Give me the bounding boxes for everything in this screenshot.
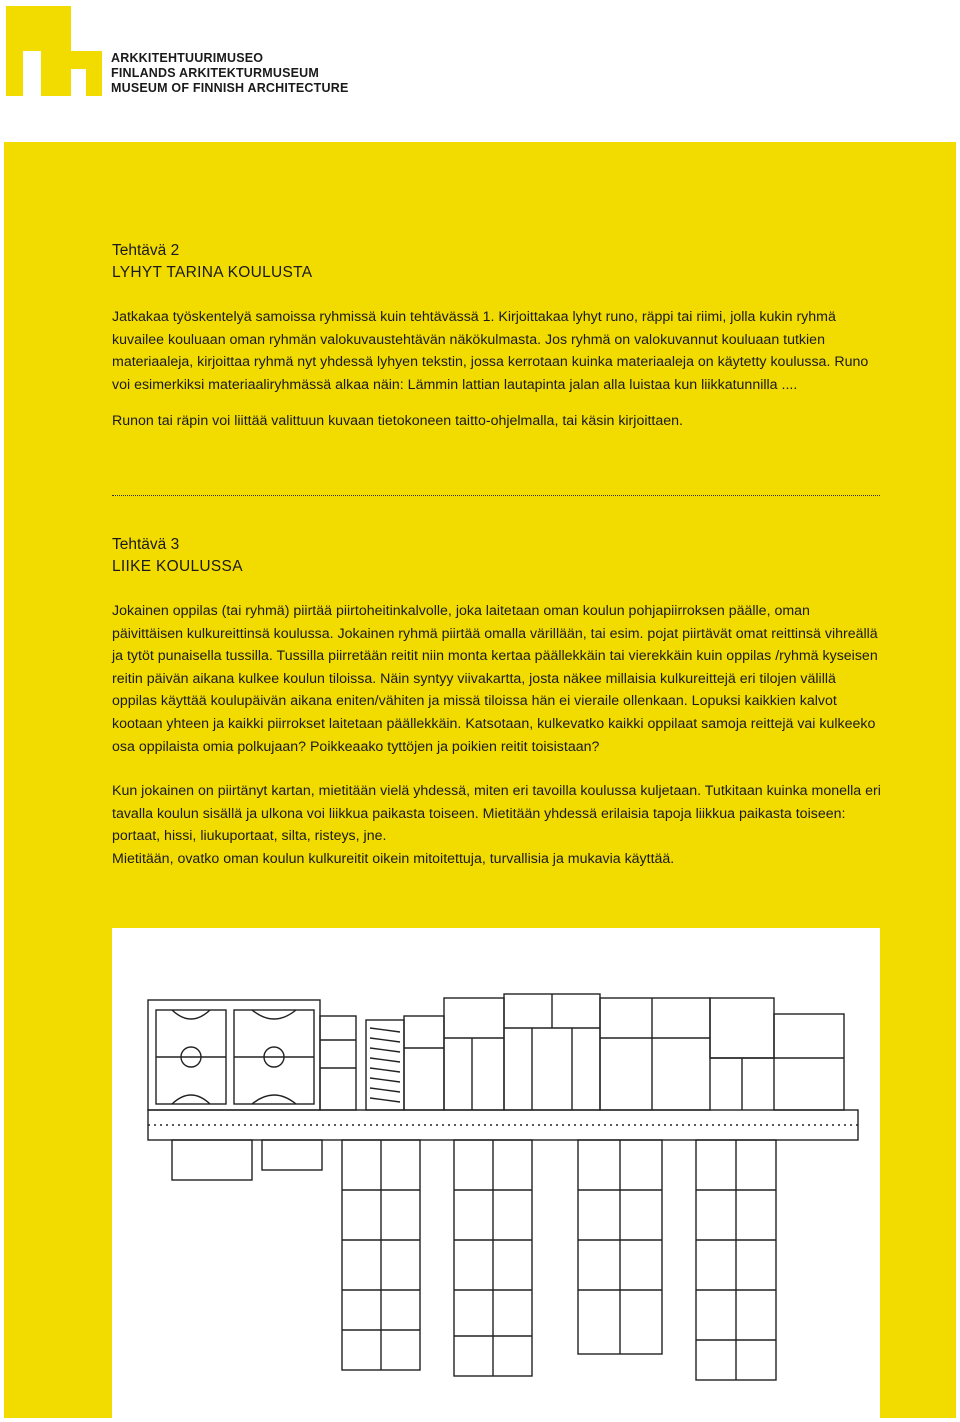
task-3-title: LIIKE KOULUSSA <box>112 558 243 575</box>
task-2-title: LYHYT TARINA KOULUSTA <box>112 264 313 281</box>
floor-plan-panel <box>112 928 880 1418</box>
task-2-section <box>112 240 882 433</box>
task-2-paragraph: Runon tai räpin voi liittää valittuun kuvaan tietokoneen taitto-ohjelmalla, tai käsin kirjoittaen. <box>112 413 683 430</box>
task-3-paragraph: Jokainen oppilas (tai ryhmä) piirtää piirtoheitinkalvolle, joka laitetaan oman koulun pohjapiirroksen päälle, oman päivittäisen kulkureittinsä koulussa. Jokainen ryhmä piirtää omalla värillään, tai esim. pojat piirtävät omat reittinsä vihreällä ja tytöt punaisella tussilla. Tussilla piirretään reitit niin monta kertaa päällekkäin tai vierekkäin kuin oppilas /ryhmä kyseisen reitin päivän aikana kulkee koulun tiloissa. Näin syntyy viivakartta, josta näkee millaisia kulkureittejä eri tilojen välillä oppilas käyttää koulupäivän aikana eniten/vähiten ja missä tiloissa hän ei vieraile ollenkaan. Lopuksi kaikkien kalvot kootaan yhteen ja kaikki piirrokset laitetaan päällekkäin. Katsotaan, kulkevatko kaikki oppilaat samoja reittejä vai kulkeeko osa oppilaista omia polkujaan? Poikkeaako tyttöjen ja poikien reitit toisistaan? <box>112 603 878 755</box>
org-line-fi: ARKKITEHTUURIMUSEO <box>111 51 264 65</box>
organization-name <box>111 51 348 96</box>
section-divider <box>112 495 880 496</box>
task-2-label: Tehtävä 2 <box>112 242 180 259</box>
task-2-paragraph: Jatkakaa työskentelyä samoissa ryhmissä kuin tehtävässä 1. Kirjoittakaa lyhyt runo, räppi tai riimi, jolla kukin ryhmä kuvailee kouluaan oman ryhmän valokuvaustehtävän näkökulmasta. Jos ryhmä on valokuvannut kouluaan tutkien materiaaleja, kirjoittaa ryhmä nyt yhdessä lyhyen tekstin, jossa kerrotaan kuinka materiaaleja on käytetty koulussa. Runo voi esimerkiksi materiaaliryhmässä alkaa näin: Lämmin lattian lautapinta jalan alla luistaa kun liikkatunnilla .... <box>112 309 869 393</box>
task-3-paragraph: Kun jokainen on piirtänyt kartan, mietitään vielä yhdessä, miten eri tavoilla koulussa kuljetaan. Tutkitaan kuinka monella eri tavalla koulun sisällä ja ulkona voi liikkua paikasta toiseen. Mietitään yhdessä erilaisia tapoja liikkua paikasta toiseen: portaat, hissi, liukuportaat, silta, risteys, jne. <box>112 783 881 845</box>
task-3-paragraph: Mietitään, ovatko oman koulun kulkureitit oikein mitoitettuja, turvallisia ja mukavia käyttää. <box>112 850 675 867</box>
task-3-label: Tehtävä 3 <box>112 536 180 553</box>
org-line-sv: FINLANDS ARKITEKTURMUSEUM <box>111 66 319 80</box>
org-line-en: MUSEUM OF FINNISH ARCHITECTURE <box>111 81 349 95</box>
floor-plan-drawing <box>112 928 880 1418</box>
museum-logo-icon <box>6 6 106 96</box>
task-3-section <box>112 534 882 871</box>
